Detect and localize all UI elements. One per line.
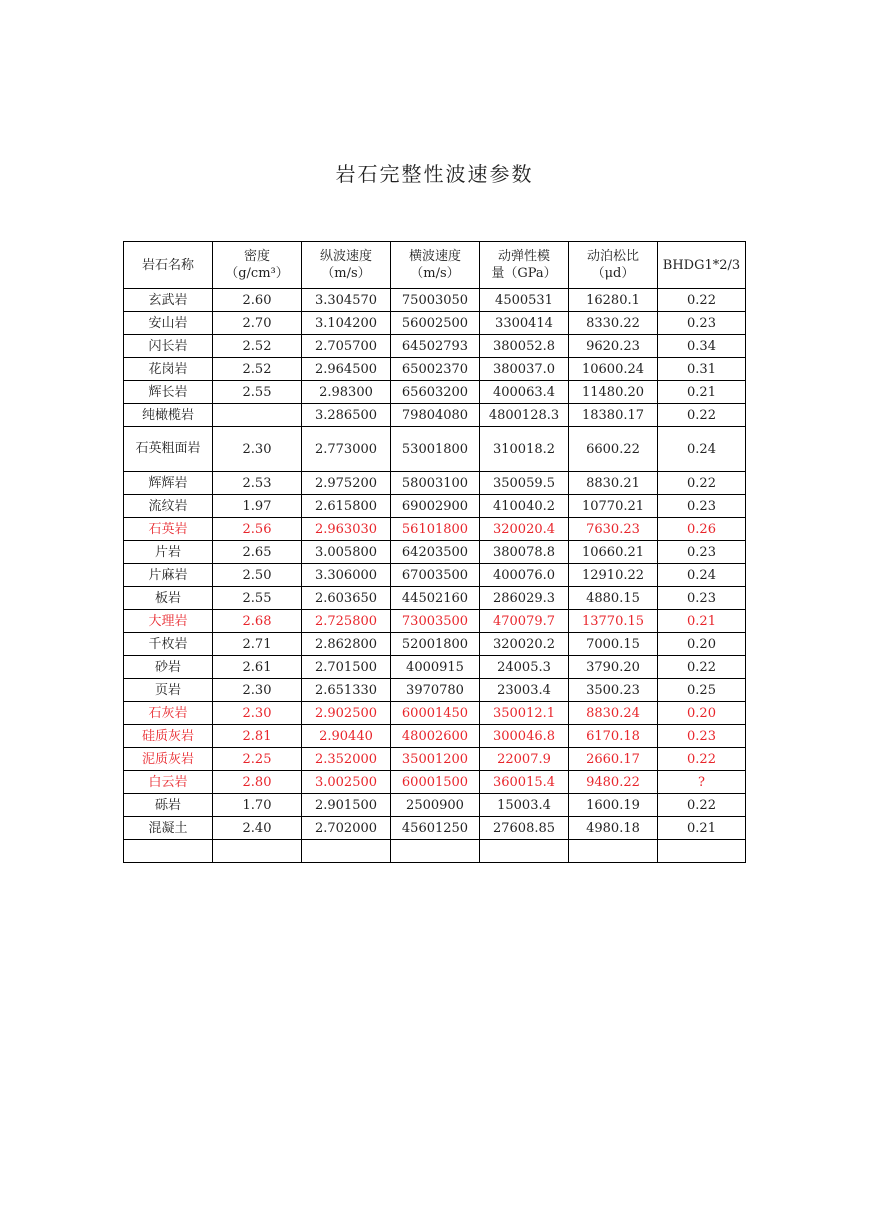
cell-s-wave: 56101800 — [391, 518, 480, 541]
table-row — [124, 610, 746, 633]
cell-dynamic-modulus: 24005.3 — [480, 656, 569, 679]
cell-bhdg: 0.22 — [658, 656, 746, 679]
cell-p-wave: 3.005800 — [302, 541, 391, 564]
cell-density: 2.30 — [213, 702, 302, 725]
header-p-wave-velocity — [302, 242, 391, 289]
header-s-wave-velocity — [391, 242, 480, 289]
header-density — [213, 242, 302, 289]
header-line: 横波速度 — [408, 249, 461, 264]
header-line: 密度 — [243, 249, 270, 264]
cell-p-wave: 2.963030 — [302, 518, 391, 541]
cell-poisson-ratio: 18380.17 — [569, 404, 658, 427]
table-row — [124, 748, 746, 771]
table-row — [124, 335, 746, 358]
table-row — [124, 518, 746, 541]
cell-p-wave: 3.002500 — [302, 771, 391, 794]
cell-p-wave: 2.862800 — [302, 633, 391, 656]
cell-rock-name: 混凝土 — [124, 817, 213, 840]
cell-s-wave: 60001450 — [391, 702, 480, 725]
cell-rock-name: 泥质灰岩 — [124, 748, 213, 771]
table-row — [124, 312, 746, 335]
cell-density: 2.25 — [213, 748, 302, 771]
table-row — [124, 587, 746, 610]
cell-dynamic-modulus: 320020.2 — [480, 633, 569, 656]
cell-p-wave: 2.705700 — [302, 335, 391, 358]
table-row — [124, 725, 746, 748]
cell-p-wave: 2.773000 — [302, 427, 391, 472]
cell-rock-name: 砾岩 — [124, 794, 213, 817]
table-row — [124, 541, 746, 564]
cell-rock-name: 千枚岩 — [124, 633, 213, 656]
table-row — [124, 358, 746, 381]
cell-dynamic-modulus: 320020.4 — [480, 518, 569, 541]
header-poisson-ratio — [569, 242, 658, 289]
cell-s-wave: 75003050 — [391, 289, 480, 312]
cell-p-wave: 2.964500 — [302, 358, 391, 381]
cell-s-wave: 52001800 — [391, 633, 480, 656]
cell-bhdg: 0.23 — [658, 495, 746, 518]
cell-p-wave: 2.725800 — [302, 610, 391, 633]
cell-dynamic-modulus: 15003.4 — [480, 794, 569, 817]
cell-density: 2.55 — [213, 381, 302, 404]
header-unit: （μd） — [591, 266, 635, 281]
cell-s-wave: 69002900 — [391, 495, 480, 518]
cell-s-wave: 60001500 — [391, 771, 480, 794]
cell-density: 2.50 — [213, 564, 302, 587]
header-unit: 量（GPa） — [491, 266, 557, 281]
cell-poisson-ratio — [569, 840, 658, 863]
cell-density: 2.71 — [213, 633, 302, 656]
cell-rock-name: 片麻岩 — [124, 564, 213, 587]
cell-p-wave: 2.975200 — [302, 472, 391, 495]
cell-poisson-ratio: 1600.19 — [569, 794, 658, 817]
table-row — [124, 381, 746, 404]
cell-p-wave: 3.306000 — [302, 564, 391, 587]
cell-rock-name: 硅质灰岩 — [124, 725, 213, 748]
table-row — [124, 702, 746, 725]
cell-density — [213, 404, 302, 427]
rock-wave-velocity-table — [123, 241, 746, 863]
cell-p-wave: 2.90440 — [302, 725, 391, 748]
cell-bhdg: 0.22 — [658, 289, 746, 312]
table-row — [124, 495, 746, 518]
table-row — [124, 427, 746, 472]
table-row — [124, 656, 746, 679]
cell-density: 2.55 — [213, 587, 302, 610]
header-unit: （m/s） — [321, 266, 371, 281]
header-dynamic-modulus — [480, 242, 569, 289]
cell-s-wave: 65603200 — [391, 381, 480, 404]
cell-poisson-ratio: 8830.24 — [569, 702, 658, 725]
cell-p-wave: 2.651330 — [302, 679, 391, 702]
cell-rock-name: 片岩 — [124, 541, 213, 564]
header-line: 动泊松比 — [586, 249, 639, 264]
cell-density: 2.40 — [213, 817, 302, 840]
cell-rock-name: 玄武岩 — [124, 289, 213, 312]
cell-s-wave: 3970780 — [391, 679, 480, 702]
cell-bhdg: 0.25 — [658, 679, 746, 702]
cell-density: 2.80 — [213, 771, 302, 794]
table-row — [124, 404, 746, 427]
cell-p-wave: 2.615800 — [302, 495, 391, 518]
cell-p-wave: 2.701500 — [302, 656, 391, 679]
cell-density: 2.70 — [213, 312, 302, 335]
cell-rock-name: 白云岩 — [124, 771, 213, 794]
cell-bhdg — [658, 840, 746, 863]
cell-poisson-ratio: 6170.18 — [569, 725, 658, 748]
cell-rock-name: 花岗岩 — [124, 358, 213, 381]
cell-dynamic-modulus: 470079.7 — [480, 610, 569, 633]
cell-rock-name: 石英岩 — [124, 518, 213, 541]
cell-dynamic-modulus: 286029.3 — [480, 587, 569, 610]
cell-s-wave: 4000915 — [391, 656, 480, 679]
cell-bhdg: 0.23 — [658, 587, 746, 610]
cell-bhdg: 0.23 — [658, 541, 746, 564]
cell-density: 1.70 — [213, 794, 302, 817]
cell-p-wave: 2.901500 — [302, 794, 391, 817]
cell-bhdg: 0.20 — [658, 633, 746, 656]
header-bhdg — [658, 242, 746, 289]
cell-dynamic-modulus — [480, 840, 569, 863]
cell-s-wave: 65002370 — [391, 358, 480, 381]
cell-bhdg: 0.34 — [658, 335, 746, 358]
cell-s-wave: 58003100 — [391, 472, 480, 495]
cell-rock-name: 流纹岩 — [124, 495, 213, 518]
cell-bhdg: 0.22 — [658, 748, 746, 771]
cell-s-wave: 79804080 — [391, 404, 480, 427]
cell-dynamic-modulus: 27608.85 — [480, 817, 569, 840]
cell-density: 1.97 — [213, 495, 302, 518]
cell-rock-name: 闪长岩 — [124, 335, 213, 358]
table-row — [124, 472, 746, 495]
cell-bhdg: 0.22 — [658, 472, 746, 495]
cell-density: 2.60 — [213, 289, 302, 312]
cell-p-wave: 2.352000 — [302, 748, 391, 771]
cell-poisson-ratio: 4980.18 — [569, 817, 658, 840]
header-unit: （g/cm³） — [225, 266, 289, 281]
cell-p-wave: 3.304570 — [302, 289, 391, 312]
table-row — [124, 840, 746, 863]
cell-poisson-ratio: 7630.23 — [569, 518, 658, 541]
cell-poisson-ratio: 4880.15 — [569, 587, 658, 610]
page-title: 岩石完整性波速参数 — [335, 162, 534, 186]
table-row — [124, 817, 746, 840]
cell-rock-name: 石英粗面岩 — [124, 427, 213, 472]
cell-density: 2.30 — [213, 427, 302, 472]
cell-s-wave: 48002600 — [391, 725, 480, 748]
cell-density: 2.68 — [213, 610, 302, 633]
cell-dynamic-modulus: 380052.8 — [480, 335, 569, 358]
cell-bhdg: 0.20 — [658, 702, 746, 725]
cell-s-wave: 44502160 — [391, 587, 480, 610]
cell-rock-name: 纯橄榄岩 — [124, 404, 213, 427]
cell-density: 2.52 — [213, 358, 302, 381]
cell-dynamic-modulus: 380078.8 — [480, 541, 569, 564]
cell-poisson-ratio: 8330.22 — [569, 312, 658, 335]
cell-bhdg: 0.31 — [658, 358, 746, 381]
cell-dynamic-modulus: 400076.0 — [480, 564, 569, 587]
table-row — [124, 289, 746, 312]
cell-poisson-ratio: 9620.23 — [569, 335, 658, 358]
cell-s-wave — [391, 840, 480, 863]
cell-rock-name: 辉辉岩 — [124, 472, 213, 495]
cell-poisson-ratio: 10600.24 — [569, 358, 658, 381]
cell-dynamic-modulus: 23003.4 — [480, 679, 569, 702]
cell-s-wave: 45601250 — [391, 817, 480, 840]
table-row — [124, 564, 746, 587]
cell-poisson-ratio: 13770.15 — [569, 610, 658, 633]
cell-dynamic-modulus: 350059.5 — [480, 472, 569, 495]
cell-bhdg: ? — [658, 771, 746, 794]
header-line: 动弹性模 — [497, 249, 550, 264]
table-row — [124, 679, 746, 702]
cell-rock-name — [124, 840, 213, 863]
cell-p-wave: 2.98300 — [302, 381, 391, 404]
cell-rock-name: 安山岩 — [124, 312, 213, 335]
cell-poisson-ratio: 11480.20 — [569, 381, 658, 404]
cell-dynamic-modulus: 300046.8 — [480, 725, 569, 748]
cell-p-wave: 2.603650 — [302, 587, 391, 610]
cell-dynamic-modulus: 410040.2 — [480, 495, 569, 518]
cell-p-wave: 2.702000 — [302, 817, 391, 840]
cell-poisson-ratio: 7000.15 — [569, 633, 658, 656]
cell-dynamic-modulus: 22007.9 — [480, 748, 569, 771]
table-header-row — [124, 242, 746, 289]
cell-poisson-ratio: 2660.17 — [569, 748, 658, 771]
cell-dynamic-modulus: 310018.2 — [480, 427, 569, 472]
cell-dynamic-modulus: 4800128.3 — [480, 404, 569, 427]
cell-s-wave: 56002500 — [391, 312, 480, 335]
cell-density: 2.53 — [213, 472, 302, 495]
header-line: 岩石名称 — [141, 257, 194, 273]
cell-poisson-ratio: 3500.23 — [569, 679, 658, 702]
cell-poisson-ratio: 10770.21 — [569, 495, 658, 518]
cell-bhdg: 0.22 — [658, 404, 746, 427]
cell-rock-name: 页岩 — [124, 679, 213, 702]
cell-bhdg: 0.21 — [658, 817, 746, 840]
cell-density: 2.56 — [213, 518, 302, 541]
cell-dynamic-modulus: 400063.4 — [480, 381, 569, 404]
cell-poisson-ratio: 8830.21 — [569, 472, 658, 495]
cell-p-wave: 3.286500 — [302, 404, 391, 427]
cell-s-wave: 35001200 — [391, 748, 480, 771]
table-row — [124, 633, 746, 656]
cell-s-wave: 2500900 — [391, 794, 480, 817]
cell-dynamic-modulus: 380037.0 — [480, 358, 569, 381]
table-row — [124, 771, 746, 794]
cell-density: 2.61 — [213, 656, 302, 679]
cell-s-wave: 67003500 — [391, 564, 480, 587]
cell-density: 2.52 — [213, 335, 302, 358]
cell-poisson-ratio: 6600.22 — [569, 427, 658, 472]
cell-p-wave — [302, 840, 391, 863]
table-row — [124, 794, 746, 817]
cell-s-wave: 53001800 — [391, 427, 480, 472]
cell-p-wave: 2.902500 — [302, 702, 391, 725]
cell-poisson-ratio: 3790.20 — [569, 656, 658, 679]
cell-rock-name: 砂岩 — [124, 656, 213, 679]
cell-bhdg: 0.23 — [658, 725, 746, 748]
cell-bhdg: 0.24 — [658, 427, 746, 472]
cell-poisson-ratio: 9480.22 — [569, 771, 658, 794]
cell-density: 2.30 — [213, 679, 302, 702]
cell-density: 2.65 — [213, 541, 302, 564]
cell-bhdg: 0.26 — [658, 518, 746, 541]
cell-dynamic-modulus: 360015.4 — [480, 771, 569, 794]
cell-bhdg: 0.21 — [658, 381, 746, 404]
cell-rock-name: 大理岩 — [124, 610, 213, 633]
cell-poisson-ratio: 10660.21 — [569, 541, 658, 564]
header-line: 纵波速度 — [319, 249, 372, 264]
cell-rock-name: 辉长岩 — [124, 381, 213, 404]
cell-dynamic-modulus: 350012.1 — [480, 702, 569, 725]
cell-bhdg: 0.23 — [658, 312, 746, 335]
header-rock-name — [124, 242, 213, 289]
cell-bhdg: 0.21 — [658, 610, 746, 633]
cell-rock-name: 板岩 — [124, 587, 213, 610]
cell-dynamic-modulus: 3300414 — [480, 312, 569, 335]
cell-bhdg: 0.22 — [658, 794, 746, 817]
cell-bhdg: 0.24 — [658, 564, 746, 587]
cell-s-wave: 73003500 — [391, 610, 480, 633]
cell-density: 2.81 — [213, 725, 302, 748]
header-unit: （m/s） — [410, 266, 460, 281]
cell-poisson-ratio: 12910.22 — [569, 564, 658, 587]
cell-p-wave: 3.104200 — [302, 312, 391, 335]
cell-density — [213, 840, 302, 863]
cell-rock-name: 石灰岩 — [124, 702, 213, 725]
cell-s-wave: 64502793 — [391, 335, 480, 358]
cell-dynamic-modulus: 4500531 — [480, 289, 569, 312]
header-line: BHDG1*2/3 — [662, 257, 741, 273]
cell-s-wave: 64203500 — [391, 541, 480, 564]
cell-poisson-ratio: 16280.1 — [569, 289, 658, 312]
